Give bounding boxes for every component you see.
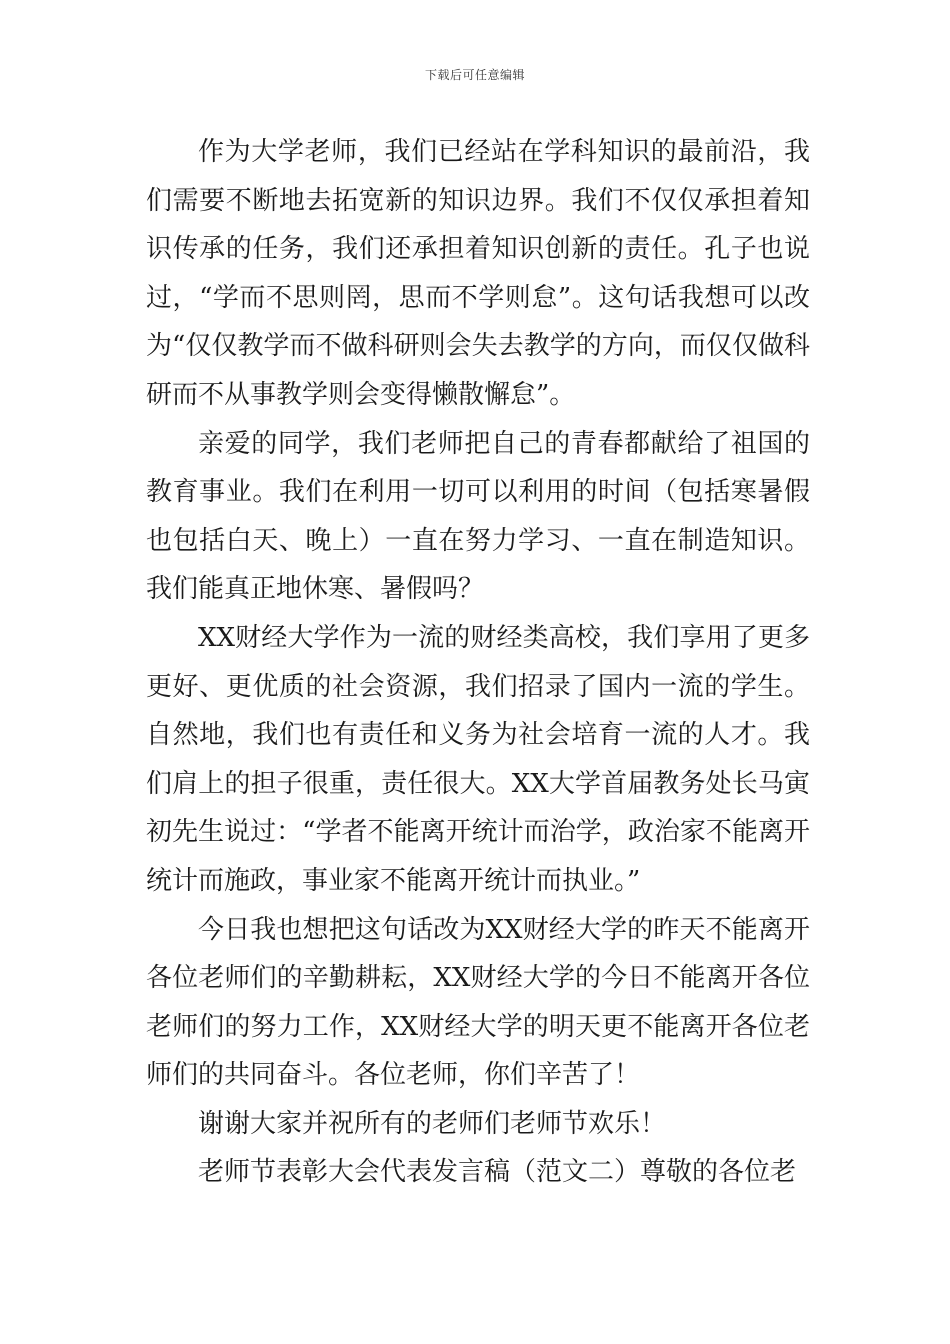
document-body <box>146 128 810 1197</box>
paragraph: 今日我也想把这句话改为XX财经大学的昨天不能离开各位老师们的辛勤耕耘，XX财经大学的今日不能离开各位老师们的努力工作，XX财经大学的明天更不能离开各位老师们的共同奋斗。各位老师，你们辛苦了！ <box>146 914 810 1091</box>
paragraph: XX财经大学作为一流的财经类高校，我们享用了更多更好、更优质的社会资源，我们招录了国内一流的学生。自然地，我们也有责任和义务为社会培育一流的人才。我们肩上的担子很重，责任很大。XX大学首届教务处长马寅初先生说过：“学者不能离开统计而治学，政治家不能离开统计而施政，事业家不能离开统计而执业。” <box>146 622 810 896</box>
page-header: 下载后可任意编辑 <box>424 68 525 82</box>
paragraph: 谢谢大家并祝所有的老师们老师节欢乐！ <box>198 1108 667 1139</box>
paragraph: 老师节表彰大会代表发言稿（范文二）尊敬的各位老 <box>198 1157 797 1188</box>
paragraph: 亲爱的同学，我们老师把自己的青春都献给了祖国的教育事业。我们在利用一切可以利用的时间（包括寒暑假也包括白天、晚上）一直在努力学习、一直在制造知识。我们能真正地休寒、暑假吗？ <box>146 428 810 605</box>
paragraph: 作为大学老师，我们已经站在学科知识的最前沿，我们需要不断地去拓宽新的知识边界。我们不仅仅承担着知识传承的任务，我们还承担着知识创新的责任。孔子也说过，“学而不思则罔，思而不学则怠”。这句话我想可以改为“仅仅教学而不做科研则会失去教学的方向，而仅仅做科研而不从事教学则会变得懒散懈怠”。 <box>146 137 810 410</box>
